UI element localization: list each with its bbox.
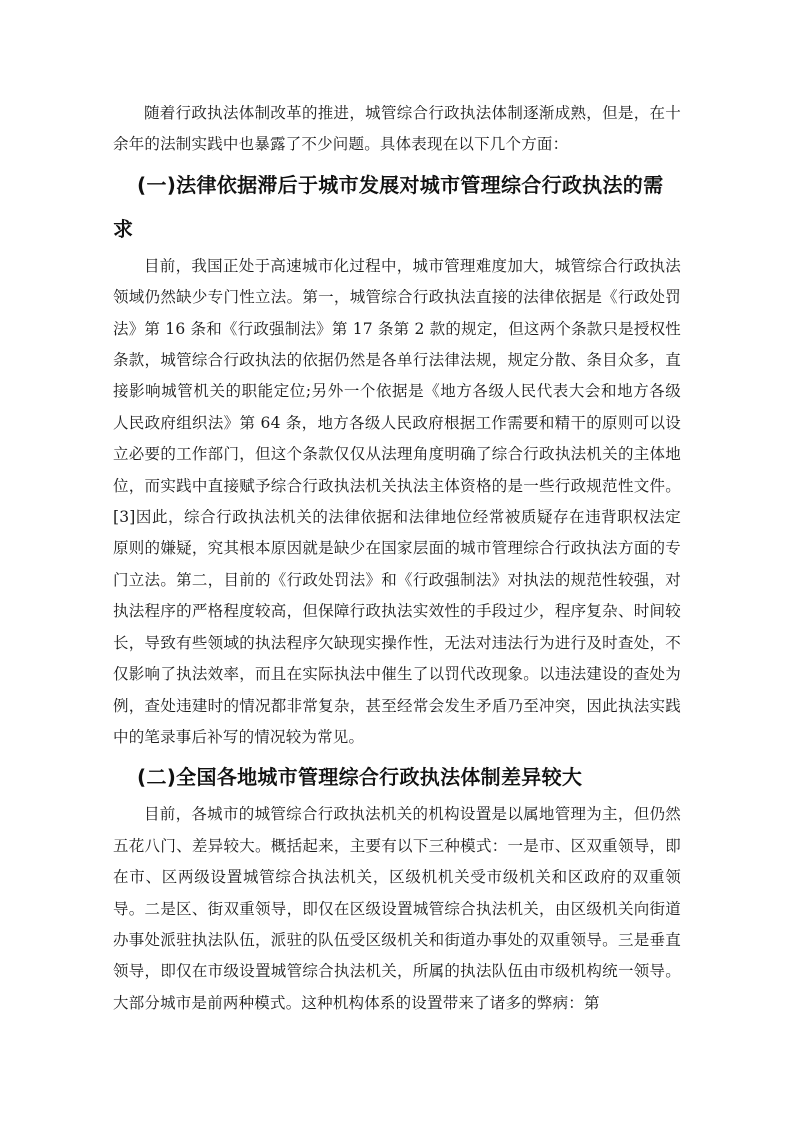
- section-1-paragraph: 目前，我国正处于高速城市化过程中，城市管理难度加大，城管综合行政执法领域仍然缺少专门性立法。第一，城管综合行政执法直接的法律依据是《行政处罚法》第 16 条和《行政强制法》第 17 条第 2 款的规定，但这两个条款只是授权性条款，城管综合行政执法的依据仍然是各单行法律法规，规定分散、条目众多，直接影响城管机关的职能定位;另外一个依据是《地方各级人民代表大会和地方各级人民政府组织法》第 64 条，地方各级人民政府根据工作需要和精干的原则可以设立必要的工作部门，但这个条款仅仅从法理角度明确了综合行政执法机关的主体地位，而实践中直接赋予综合行政执法机关执法主体资格的是一些行政规范性文件。[3]因此，综合行政执法机关的法律依据和法律地位经常被质疑存在违背职权法定原则的嫌疑，究其根本原因就是缺少在国家层面的城市管理综合行政执法方面的专门立法。第二，目前的《行政处罚法》和《行政强制法》对执法的规范性较强，对执法程序的严格程度较高，但保障行政执法实效性的手段过少，程序复杂、时间较长，导致有些领域的执法程序欠缺现实操作性，无法对违法行为进行及时查处，不仅影响了执法效率，而且在实际执法中催生了以罚代改现象。以违法建设的查处为例，查处违建时的情况都非常复杂，甚至经常会发生矛盾乃至冲突，因此执法实践中的笔录事后补写的情况较为常见。: [113, 256, 681, 746]
- intro-paragraph: 随着行政执法体制改革的推进，城管综合行政执法体制逐渐成熟，但是，在十余年的法制实践中也暴露了不少问题。具体表现在以下几个方面：: [113, 104, 681, 154]
- section-1-heading: (一)法律依据滞后于城市发展对城市管理综合行政执法的需求: [113, 172, 664, 241]
- section-2-heading: (二)全国各地城市管理综合行政执法体制差异较大: [137, 765, 583, 790]
- section-2-paragraph: 目前，各城市的城管综合行政执法机关的机构设置是以属地管理为主，但仍然五花八门、差异较大。概括起来，主要有以下三种模式：一是市、区双重领导，即在市、区两级设置城管综合执法机关，区级机机关受市级机关和区政府的双重领导。二是区、街双重领导，即仅在区级设置城管综合执法机关，由区级机关向街道办事处派驻执法队伍，派驻的队伍受区级机关和街道办事处的双重领导。三是垂直领导，即仅在市级设置城管综合执法机关，所属的执法队伍由市级机构统一领导。大部分城市是前两种模式。这种机构体系的设置带来了诸多的弊病：第: [113, 805, 681, 1012]
- document-body: [113, 98, 681, 1019]
